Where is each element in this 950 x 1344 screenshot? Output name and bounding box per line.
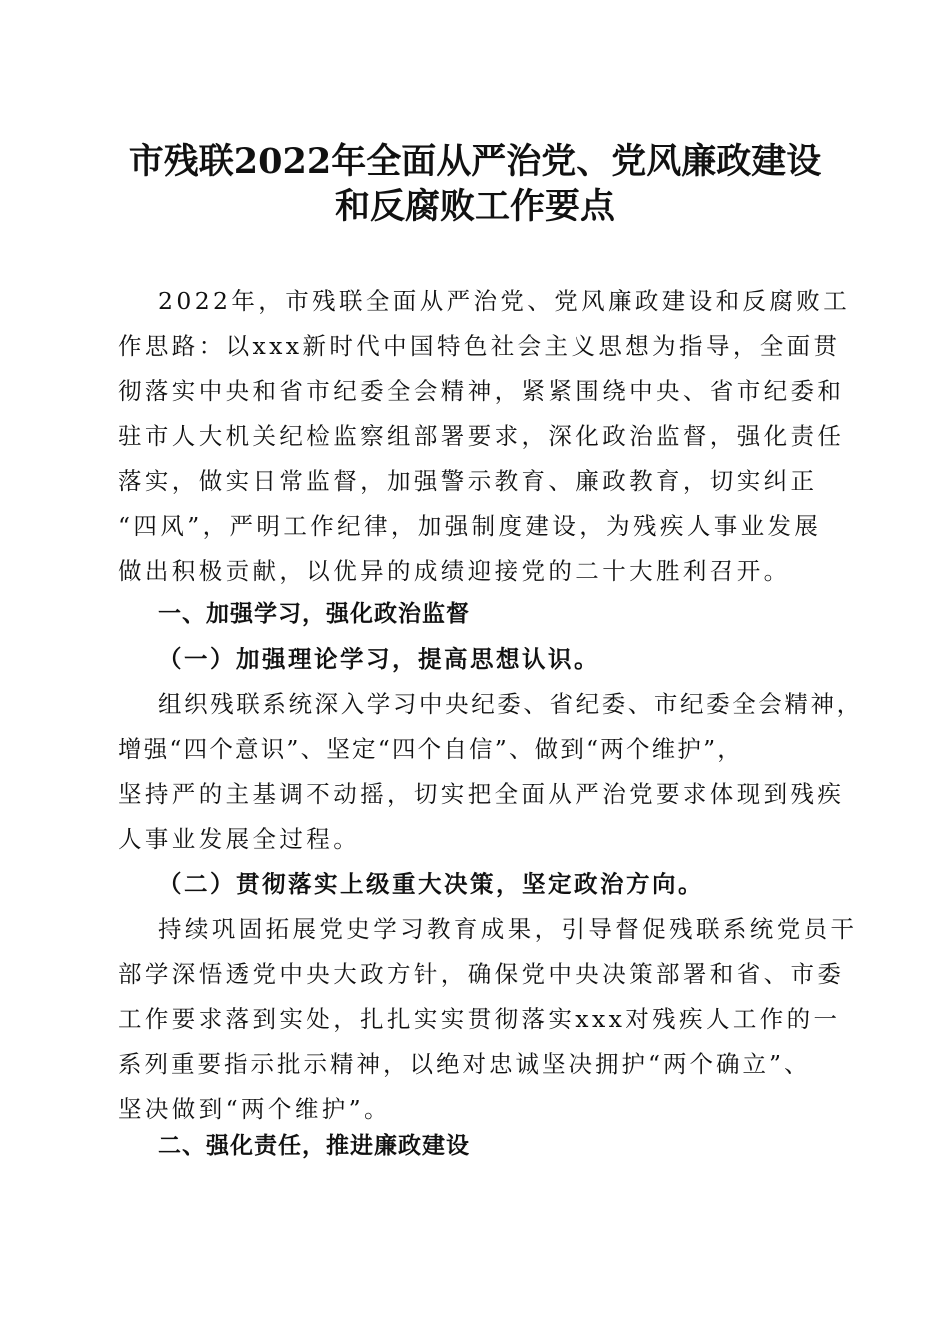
section-heading: 一、加强学习，强化政治监督 <box>158 601 470 627</box>
paragraph-line: 系列重要指示批示精神，以绝对忠诚坚决拥护“两个确立”、 <box>118 1050 811 1078</box>
intro-paragraph-line: 落实，做实日常监督，加强警示教育、廉政教育，切实纠正 <box>118 467 818 495</box>
paragraph-line: 部学深悟透党中央大政方针，确保党中央决策部署和省、市委 <box>118 960 845 988</box>
document-title-line-1: 市残联2022年全面从严治党、党风廉政建设 <box>128 141 822 182</box>
paragraph-line: 持续巩固拓展党史学习教育成果，引导督促残联系统党员干 <box>158 915 858 943</box>
paragraph-line: 人事业发展全过程。 <box>118 825 361 853</box>
paragraph-line: 坚持严的主基调不动摇，切实把全面从严治党要求体现到残疾 <box>118 780 845 808</box>
sub-section-heading: （一）加强理论学习，提高思想认识。 <box>158 645 600 673</box>
section-heading: 二、强化责任，推进廉政建设 <box>158 1133 470 1159</box>
intro-paragraph-line: 驻市人大机关纪检监察组部署要求，深化政治监督，强化责任 <box>118 422 845 450</box>
intro-paragraph-line: “四风”，严明工作纪律，加强制度建设，为残疾人事业发展 <box>118 512 822 540</box>
intro-paragraph-line: 2022年，市残联全面从严治党、党风廉政建设和反腐败工 <box>158 287 851 315</box>
paragraph-line: 坚决做到“两个维护”。 <box>118 1095 391 1123</box>
paragraph-line: 增强“四个意识”、坚定“四个自信”、做到“两个维护”， <box>118 735 743 763</box>
paragraph-line: 工作要求落到实处，扎扎实实贯彻落实xxx对残疾人工作的一 <box>118 1005 841 1033</box>
intro-paragraph-line: 做出积极贡献，以优异的成绩迎接党的二十大胜利召开。 <box>118 557 791 585</box>
sub-section-heading: （二）贯彻落实上级重大决策，坚定政治方向。 <box>158 870 704 898</box>
paragraph-line: 组织残联系统深入学习中央纪委、省纪委、市纪委全会精神， <box>158 690 863 718</box>
document-title-line-2: 和反腐败工作要点 <box>334 186 615 227</box>
intro-paragraph-line: 作思路：以xxx新时代中国特色社会主义思想为指导，全面贯 <box>118 332 841 360</box>
intro-paragraph-line: 彻落实中央和省市纪委全会精神，紧紧围绕中央、省市纪委和 <box>118 377 845 405</box>
